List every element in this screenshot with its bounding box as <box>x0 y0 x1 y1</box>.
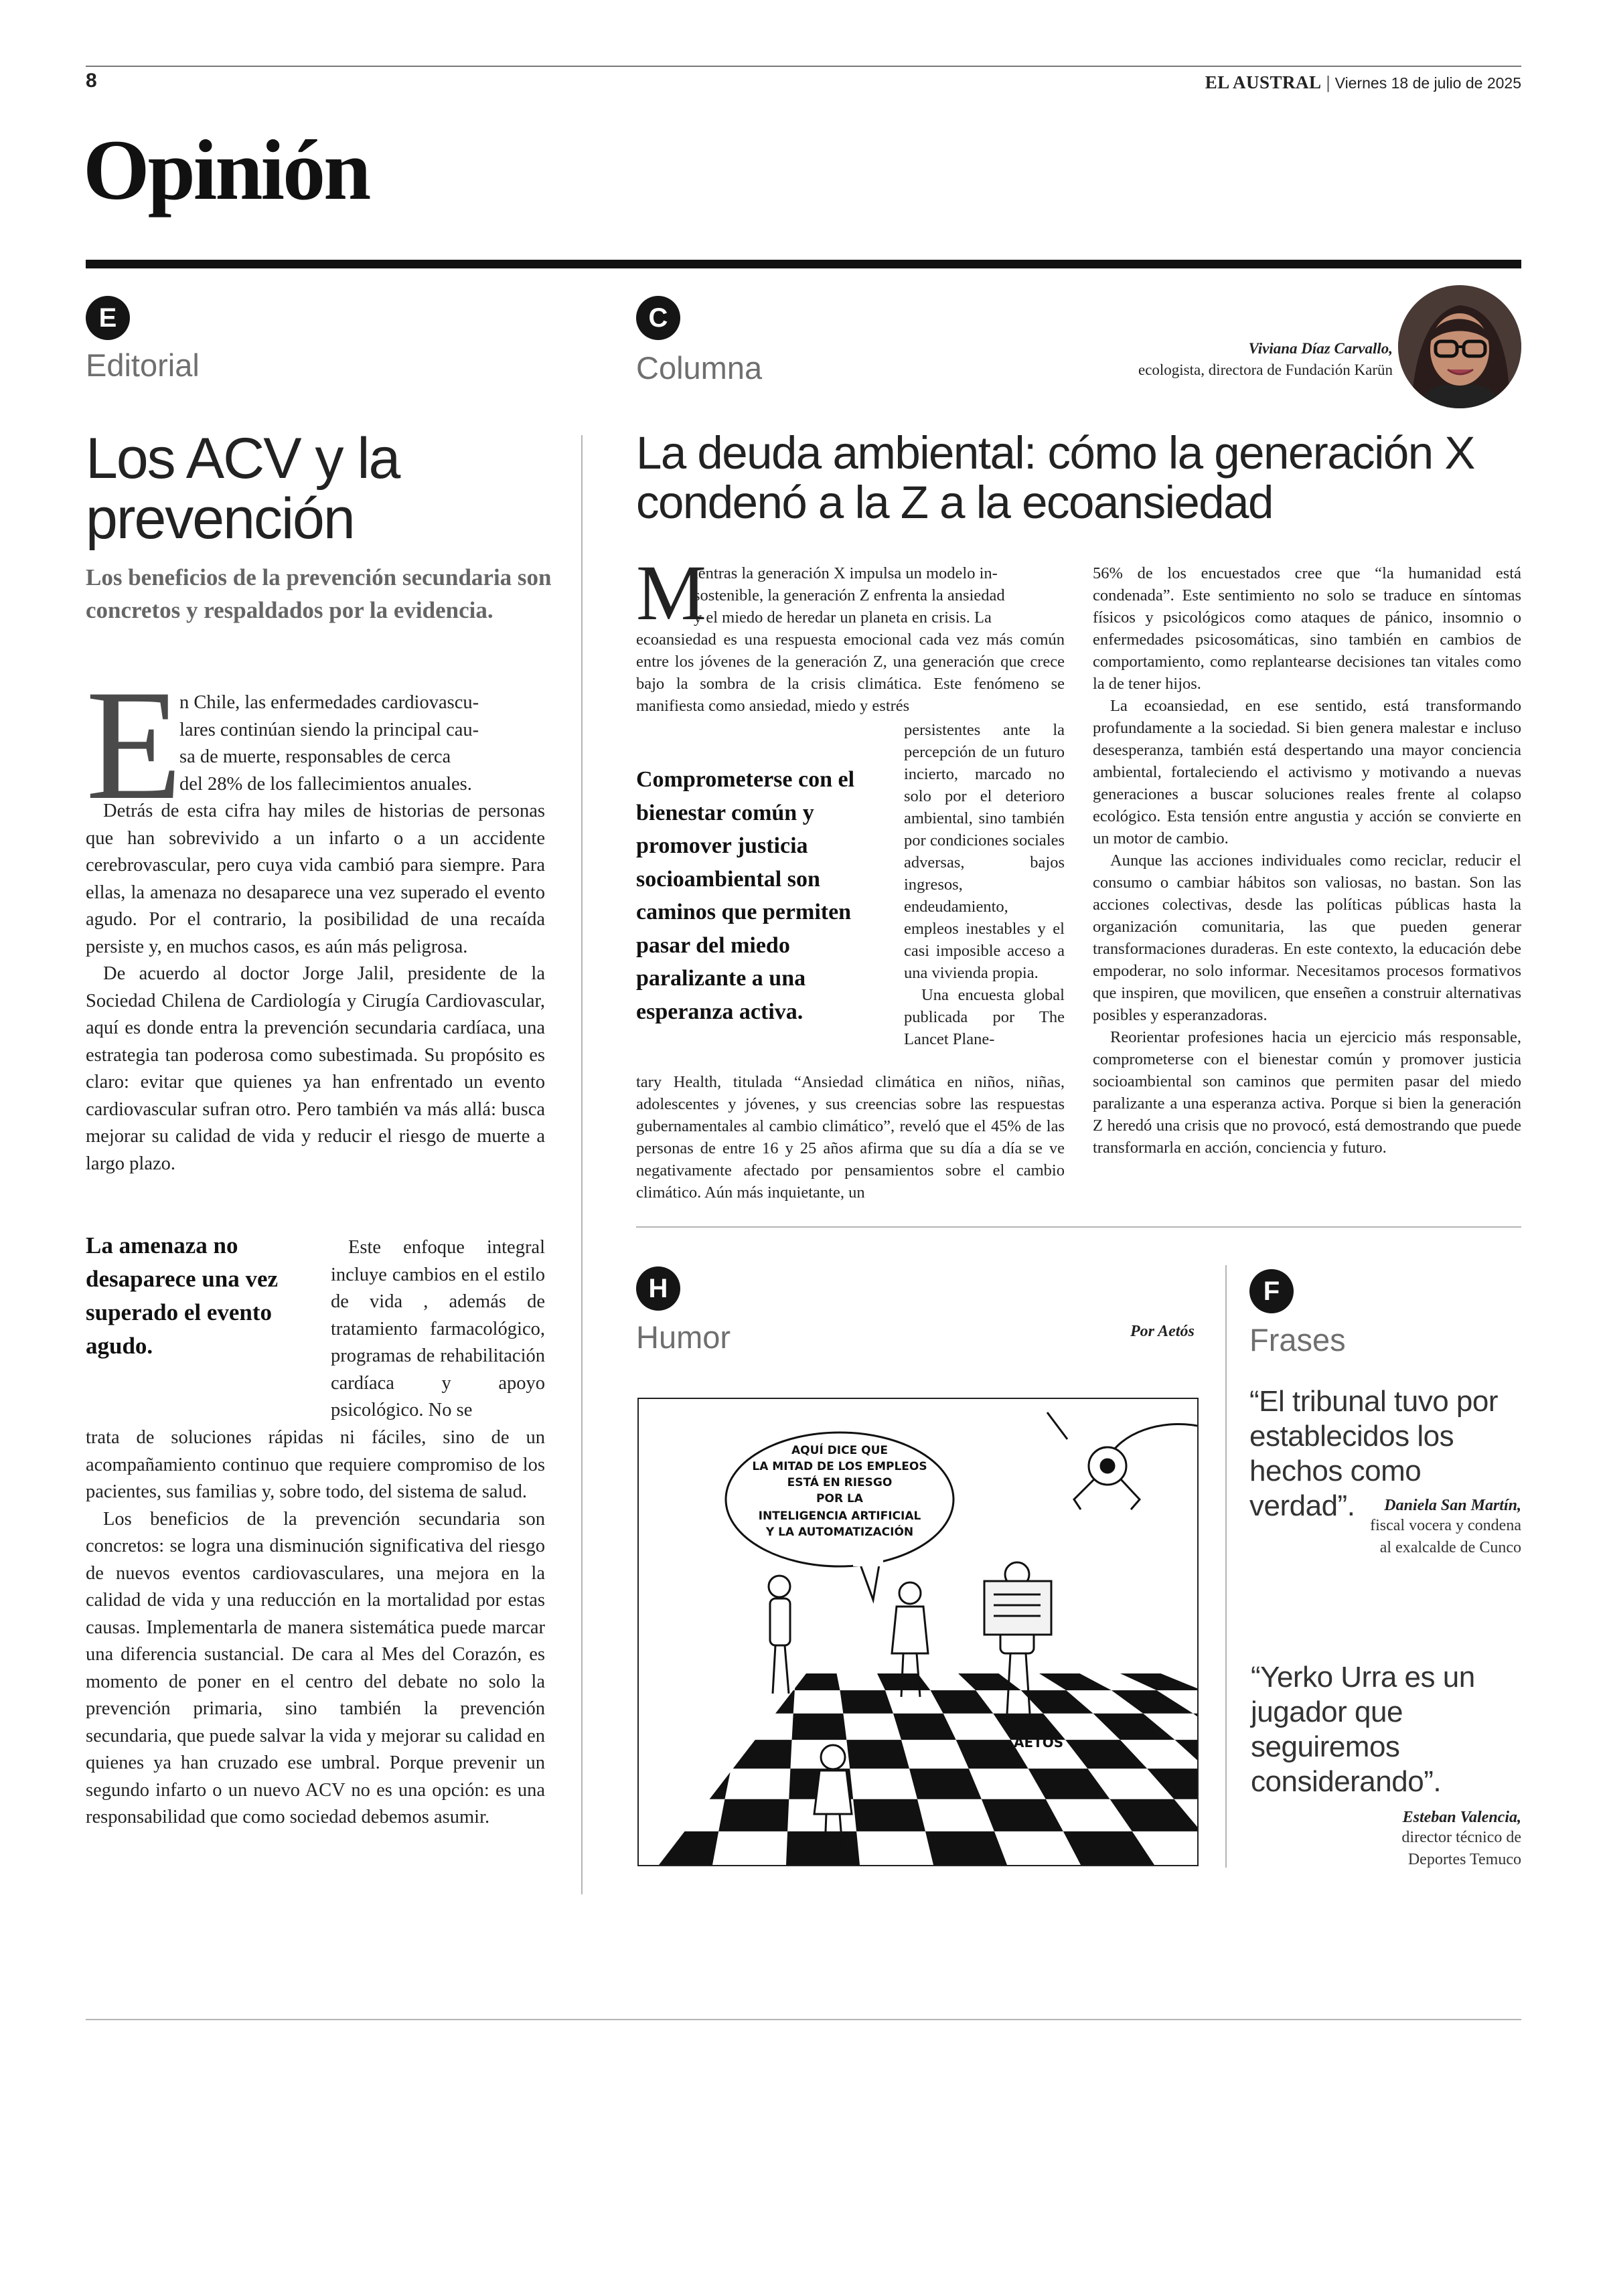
chess-square <box>982 1799 1063 1831</box>
editorial-dropcap: E <box>86 658 183 833</box>
chess-square <box>877 1673 931 1690</box>
chess-square <box>704 1673 756 1690</box>
page-number: 8 <box>86 70 97 92</box>
column-headline <box>636 428 1520 527</box>
chess-square <box>639 1740 682 1769</box>
column-paragraph: 56% de los encuestados cree que “la humanidad está condenada”. Este sentimiento no solo se traduce en síntomas físicos y psicológicos como ataques de pánico, insomnio o enfermedades psicosomáticas, sino también en cambios de comportamiento, como replantearse decisiones tan vitales como la de tener hijos. <box>1093 564 1521 693</box>
frase-quote-1: “El tribunal tuvo por establecidos los hechos como verdad”. <box>1249 1385 1499 1522</box>
chess-square <box>846 1740 909 1769</box>
chess-square <box>795 1673 840 1690</box>
column-body-left-bottom: tary Health, titulada “Ansiedad climática en niños, niñas, adolescentes y jóvenes, y sus creencias sobre las respuestas gubernamentales al cambio climático”, reveló que el 45% de las personas de entre 16 y 25 años afirma que su día a día se ve negativamente afectado por pensamientos sobre el cambio climático. Aún más inquietante, un <box>636 1073 1065 1202</box>
column-kicker: Columna <box>636 350 763 386</box>
frases-badge: F <box>1249 1269 1294 1313</box>
editorial-dropcap-lines <box>179 689 545 798</box>
chess-square <box>893 1714 956 1740</box>
editorial-badge: E <box>86 296 130 340</box>
frase-author-name: Esteban Valencia, <box>1402 1809 1521 1826</box>
chess-square <box>643 1690 704 1714</box>
robot-claw-icon <box>1047 1412 1197 1509</box>
column-dropcap-block <box>636 549 1065 637</box>
column-body-right <box>1093 562 1521 1159</box>
chess-square <box>639 1714 643 1740</box>
editorial-dropcap-line: sa de muerte, responsables de cerca <box>179 746 451 767</box>
page-bottom-rule <box>86 2019 1521 2020</box>
chess-square <box>661 1769 731 1799</box>
person-figure-icon <box>769 1576 790 1694</box>
chess-square <box>1063 1831 1154 1865</box>
column-dropcap-line: ientras la generación X impulsa un modelo in- <box>694 564 998 582</box>
chess-square <box>718 1799 789 1831</box>
chess-square <box>1021 1690 1093 1714</box>
humor-cartoon <box>637 1398 1199 1866</box>
chess-square <box>1110 1799 1197 1831</box>
bubble-line: AQUÍ DICE QUE <box>791 1444 888 1457</box>
frase-author-role: director técnico de <box>1401 1829 1521 1846</box>
chess-square <box>1028 1769 1110 1799</box>
chess-square <box>958 1673 1021 1690</box>
editorial-dropcap-line: lares continúan siendo la principal cau- <box>179 719 479 740</box>
column-paragraph: Una encuesta global publicada por The Lancet Plane- <box>904 986 1065 1048</box>
column-paragraph: La ecoansiedad, en ese sentido, está transformando profundamente a la sociedad. Si bien genera malestar e incluso desesperanza, también está despertando una mayor conciencia ambiental, fortaleciendo el activismo y motivando a nuevas generaciones a buscar soluciones reales frente al colapso ecológico. Esta tensión entre angustia y acción se convierte en un motor de cambio. <box>1093 697 1521 847</box>
chess-square <box>1175 1740 1197 1769</box>
chess-square <box>1093 1714 1175 1740</box>
chess-square <box>1147 1769 1197 1799</box>
chess-square <box>1039 1673 1112 1690</box>
chess-square <box>743 1690 795 1714</box>
editorial-side-paragraph: Este enfoque integral incluye cambios en el estilo de vida , además de tratamiento farmacológico, programas de rehabilitación cardíaca y apoyo psicológico. No se <box>331 1237 545 1420</box>
column-paragraph: ecoansiedad es una respuesta emocional cada vez más común entre los jóvenes de la generación Z, una generación que crece bajo la sombra de la crisis climática. Este fenómeno se manifiesta como ansiedad, miedo y estrés <box>636 631 1065 715</box>
frase-author-role: fiscal vocera y condena <box>1370 1517 1521 1534</box>
editorial-body-bottom <box>86 1424 545 1831</box>
column-dropcap: M <box>636 549 706 637</box>
section-rule <box>86 260 1521 268</box>
cartoon-signature: AETÓS <box>1014 1734 1064 1750</box>
author-portrait-icon <box>1398 285 1521 408</box>
column-paragraph: Aunque las acciones individuales como reciclar, reducir el consumo o cambiar hábitos son valiosas, no bastan. Son las acciones colectivas, desde las políticas públicas hasta la organización comunitaria, las que pueden generar transformaciones duraderas. En este contexto, la educación debe empoderar, no solo informar. Necesitamos procesos formativos que inspiren, que movilicen, que enseñen a construir alternativas posibles y esperanzadoras. <box>1093 851 1521 1024</box>
frase-author-name: Daniela San Martín, <box>1384 1497 1521 1514</box>
bubble-line: ESTÁ EN RIESGO <box>787 1476 893 1489</box>
column-byline <box>1004 340 1393 379</box>
editorial-paragraph: De acuerdo al doctor Jorge Jalil, presidente de la Sociedad Chilena de Cardiología y Cirugía Cardiovascular, aquí es donde entra la prevención secundaria cardíaca, una estrategia tan poderosa como subestimada. Su propósito es claro: evitar que quienes ya han enfrentado un evento cardiovascular sufran otro. Pero también va más allá: busca mejorar su calidad de vida y reducir el riesgo de muerte a largo plazo. <box>86 963 545 1174</box>
editorial-body <box>86 658 545 1177</box>
frase-author-role: Deportes Temuco <box>1407 1851 1521 1868</box>
editorial-paragraph: Los beneficios de la prevención secundaria son concretos: se logra una disminución significativa del riesgo de nuevos eventos cardiovasculares, una mejora en la calidad de vida y una reducción en la mortalidad por estas causas. Implementarla de manera sistemática puede marcar una diferencia sustancial. De cara al Mes del Corazón, es momento de poner en el centro del debate no solo la prevención primaria, sino también la prevención secundaria, que puede salvar la vida y mejorar su calidad en quienes ya han cruzado ese umbral. Porque prevenir un segundo infarto o un nuevo ACV no es una opción: es una responsabilidad que como sociedad debemos asumir. <box>86 1508 545 1827</box>
column-badge: C <box>636 296 680 340</box>
editorial-paragraph: Detrás de esta cifra hay miles de historias de personas que han sobrevivido a un infarto o a un accidente cerebrovascular, pero cuya vida cambió para siempre. Para ellas, la amenaza no desaparece una vez superado el evento agudo. Por el contrario, la posibilidad de una recaída persiste y, en muchos casos, es aún más peligrosa. <box>86 801 545 957</box>
column-dropcap-line: y el miedo de heredar un planeta en crisis. La <box>694 608 992 627</box>
frase-quote-2: “Yerko Urra es un jugador que seguiremos considerando”. <box>1251 1661 1475 1798</box>
frases-kicker: Frases <box>1249 1322 1346 1358</box>
chess-square <box>931 1690 994 1714</box>
chess-square <box>853 1799 925 1831</box>
chess-square <box>682 1714 743 1740</box>
editorial-paragraph: trata de soluciones rápidas ni fáciles, sino de un acompañamiento continuo que requiere compromiso de los pacientes, sus familias y, sobre todo, del sistema de salud. <box>86 1427 545 1502</box>
chess-square <box>840 1690 893 1714</box>
chess-square <box>925 1831 1007 1865</box>
column-headline-line1: La deuda ambiental: cómo la generación X <box>636 427 1474 479</box>
humor-kicker: Humor <box>636 1319 731 1355</box>
chess-square <box>1120 1673 1197 1690</box>
newspaper-name: EL AUSTRAL <box>1205 72 1322 92</box>
chess-square <box>639 1831 718 1865</box>
editorial-headline <box>86 428 554 549</box>
editorial-kicker: Editorial <box>86 347 200 383</box>
frase-attribution-2 <box>1249 1809 1521 1871</box>
chess-square <box>731 1740 792 1769</box>
column-dropcap-lines <box>694 562 1065 629</box>
chess-square <box>1193 1714 1197 1740</box>
column-pull-quote: Comprometerse con el bienestar común y promover justicia socioambiental son caminos que permiten pasar del miedo paralizante a una esperanza activa. <box>636 767 855 1024</box>
masthead <box>1205 72 1521 93</box>
column-author-name: Viviana Díaz Carvallo, <box>1248 340 1393 357</box>
chess-square <box>639 1673 675 1690</box>
column-bottom-rule <box>636 1226 1521 1228</box>
column-side-text <box>904 719 1065 1050</box>
masthead-separator: | <box>1325 74 1331 92</box>
column-body-left <box>636 549 1065 717</box>
frase-author-role: al exalcalde de Cunco <box>1379 1539 1521 1556</box>
frases-divider <box>1225 1265 1227 1868</box>
editorial-headline-line1: Los ACV y la <box>86 426 400 491</box>
section-title: Opinión <box>83 122 370 218</box>
cartoon-illustration <box>639 1399 1197 1865</box>
bubble-line: LA MITAD DE LOS EMPLEOS <box>752 1460 927 1473</box>
column-paragraph: persistentes ante la percepción de un futuro incierto, marcado no solo por el deterioro ambiental, sino también por condiciones sociales adversas, bajos ingresos, endeudamiento, empleos inestables y el casi imposible acceso a una vivienda propia. <box>904 721 1065 982</box>
column-headline-line2: condenó a la Z a la ecoansiedad <box>636 477 1273 528</box>
editorial-dropcap-line: n Chile, las enfermedades cardiovascu- <box>179 692 479 713</box>
chess-square <box>909 1769 982 1799</box>
chess-square <box>1065 1740 1147 1769</box>
humor-credit: Por Aetós <box>1130 1323 1195 1340</box>
editorial-dropcap-block <box>86 658 545 833</box>
editorial-deck: Los beneficios de la prevención secundaria son concretos y respaldados por la evidencia. <box>86 564 552 623</box>
bubble-line: INTELIGENCIA ARTIFICIAL <box>758 1509 921 1523</box>
author-avatar <box>1398 285 1521 408</box>
chess-square <box>639 1799 661 1831</box>
editorial-dropcap-line: del 28% de los fallecimientos anuales. <box>179 773 472 795</box>
bubble-line: Y LA AUTOMATIZACIÓN <box>765 1526 914 1539</box>
column-paragraph: Reorientar profesiones hacia un ejercicio más responsable, comprometerse con el bienestar común y promover justicia socioambiental son caminos que permiten pasar del miedo paralizante a una esperanza activa. Porque si bien la generación Z heredó una crisis que no provocó, está demostrando que puede transformarla en acción, conciencia y futuro. <box>1093 1028 1521 1157</box>
column-dropcap-line: sostenible, la generación Z enfrenta la ansiedad <box>694 586 1005 604</box>
humor-badge: H <box>636 1266 680 1311</box>
column-author-role: ecologista, directora de Fundación Karün <box>1138 361 1393 378</box>
chess-square <box>792 1714 847 1740</box>
chess-board <box>639 1673 1197 1865</box>
editorial-headline-line2: prevención <box>86 487 354 551</box>
chess-square <box>786 1831 860 1865</box>
editorial-pull-quote: La amenaza no desaparece una vez superado el evento agudo. <box>86 1232 279 1359</box>
bubble-line: POR LA <box>816 1492 863 1505</box>
chess-square <box>1112 1690 1193 1714</box>
issue-date: Viernes 18 de julio de 2025 <box>1334 74 1521 92</box>
column-divider <box>581 435 583 1894</box>
frase-attribution-1 <box>1249 1497 1521 1559</box>
top-rule <box>86 66 1521 67</box>
